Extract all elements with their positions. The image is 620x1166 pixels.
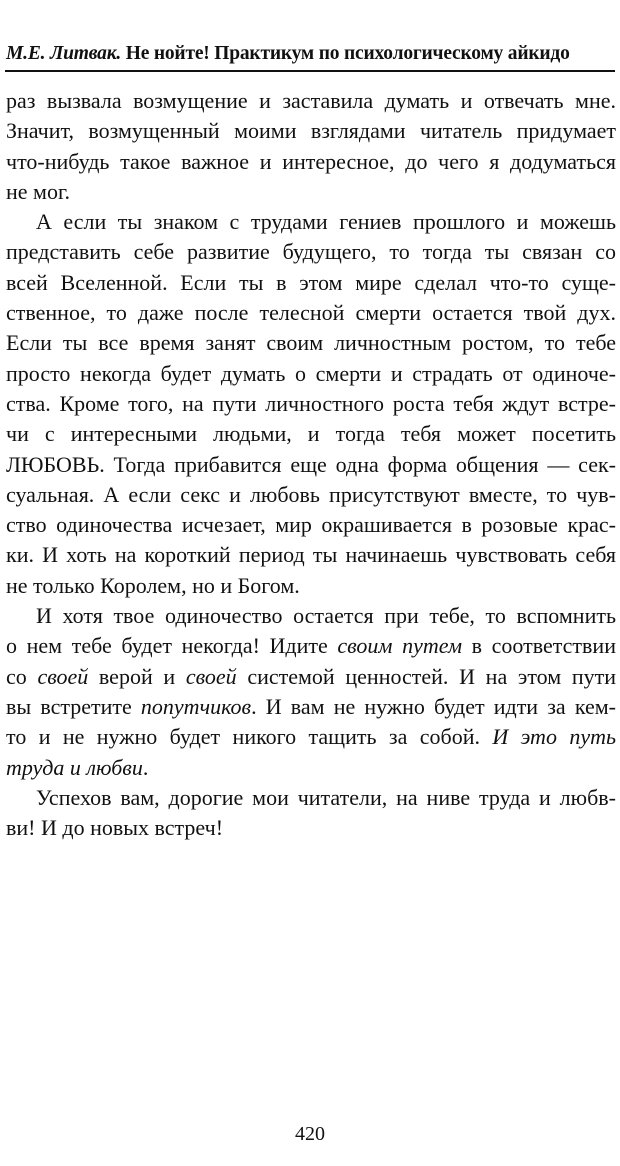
text-segment: А если ты знаком с трудами гениев прошлого и можешь (36, 209, 616, 235)
text-segment: И хотя твое одиночество остается при тебе, то вспомнить (36, 603, 616, 629)
text-line (6, 601, 616, 631)
text-segment: вы встретите (6, 693, 141, 719)
italic-text: попутчиков (140, 693, 252, 719)
text-line (6, 631, 616, 661)
text-segment: со (6, 663, 38, 689)
text-segment: раз вызвала возмущение и заставила думать и отвечать мне. (6, 88, 616, 113)
text-segment: то и не нужно будет никого тащить за собой. (6, 724, 493, 750)
running-header (6, 42, 612, 66)
text-line (6, 692, 616, 722)
italic-text: своей (185, 663, 237, 689)
text-segment: ство одиночества исчезает, мир окрашивается в розовые крас- (6, 512, 616, 538)
italic-text: И это путь (492, 724, 616, 750)
text-line (6, 116, 616, 146)
text-segment: о нем тебе будет некогда! Идите (6, 633, 338, 659)
italic-text: своим путем (337, 633, 463, 659)
text-line (6, 783, 616, 813)
italic-text: своей (37, 663, 89, 689)
text-segment: верой и (88, 663, 186, 689)
text-line (6, 722, 616, 752)
text-line (6, 268, 616, 298)
text-segment: что-нибудь такое важное и интересное, до чего я додуматься (6, 148, 616, 174)
text-segment: . (142, 754, 149, 780)
text-line (6, 662, 616, 692)
text-segment: Успехов вам, дорогие мои читатели, на ниве труда и любв- (36, 784, 616, 810)
text-segment: ви! И до новых встреч! (6, 815, 224, 841)
text-line (6, 813, 616, 843)
text-segment: в соответствии (462, 633, 616, 659)
text-segment: просто некогда будет думать о смерти и страдать от одиноче- (6, 360, 616, 386)
text-line (6, 207, 616, 237)
text-segment: не мог. (6, 178, 71, 204)
text-segment: представить себе развитие будущего, то тогда ты связан со (6, 239, 616, 265)
italic-text: труда и любви (6, 754, 143, 780)
text-line (6, 177, 616, 207)
text-line (6, 510, 616, 540)
text-line (6, 450, 616, 480)
text-line (6, 389, 616, 419)
header-author: М.Е. Литвак. (6, 43, 122, 64)
paragraph (6, 207, 616, 601)
text-segment: . И вам не нужно будет идти за кем- (251, 693, 616, 719)
text-line (6, 328, 616, 358)
text-segment: ства. Кроме того, на пути личностного роста тебя ждут встре- (6, 390, 616, 416)
header-title: Не нойте! Практикум по психологическому айкидо (125, 43, 570, 64)
page-number: 420 (295, 1123, 325, 1145)
text-segment: Значит, возмущенный моими взглядами читатель придумает (6, 118, 616, 144)
text-line (6, 571, 616, 601)
text-line (6, 359, 616, 389)
body-text (6, 86, 616, 843)
paragraph (6, 601, 616, 783)
text-segment: системой ценностей. И на этом пути (236, 663, 616, 689)
text-line (6, 419, 616, 449)
text-line (6, 237, 616, 267)
paragraph (6, 783, 616, 844)
text-line (6, 753, 616, 783)
text-line (6, 298, 616, 328)
text-segment: чи с интересными людьми, и тогда тебя может посетить (6, 421, 616, 447)
text-segment: ственное, то даже после телесной смерти остается твой дух. (6, 300, 616, 326)
text-segment: Если ты все время занят своим личностным ростом, то тебе (6, 330, 616, 356)
text-line (6, 86, 616, 116)
text-line (6, 480, 616, 510)
text-line (6, 540, 616, 570)
text-segment: не только Королем, но и Богом. (6, 572, 300, 598)
text-segment: суальная. А если секс и любовь присутствуют вместе, то чув- (6, 481, 616, 507)
text-segment: ки. И хоть на короткий период ты начинаешь чувствовать себя (6, 542, 616, 568)
header-rule (5, 70, 615, 72)
text-segment: ЛЮБОВЬ. Тогда прибавится еще одна форма общения — сек- (6, 451, 616, 477)
text-segment: всей Вселенной. Если ты в этом мире сделал что-то суще- (6, 269, 616, 295)
text-line (6, 147, 616, 177)
paragraph (6, 86, 616, 207)
